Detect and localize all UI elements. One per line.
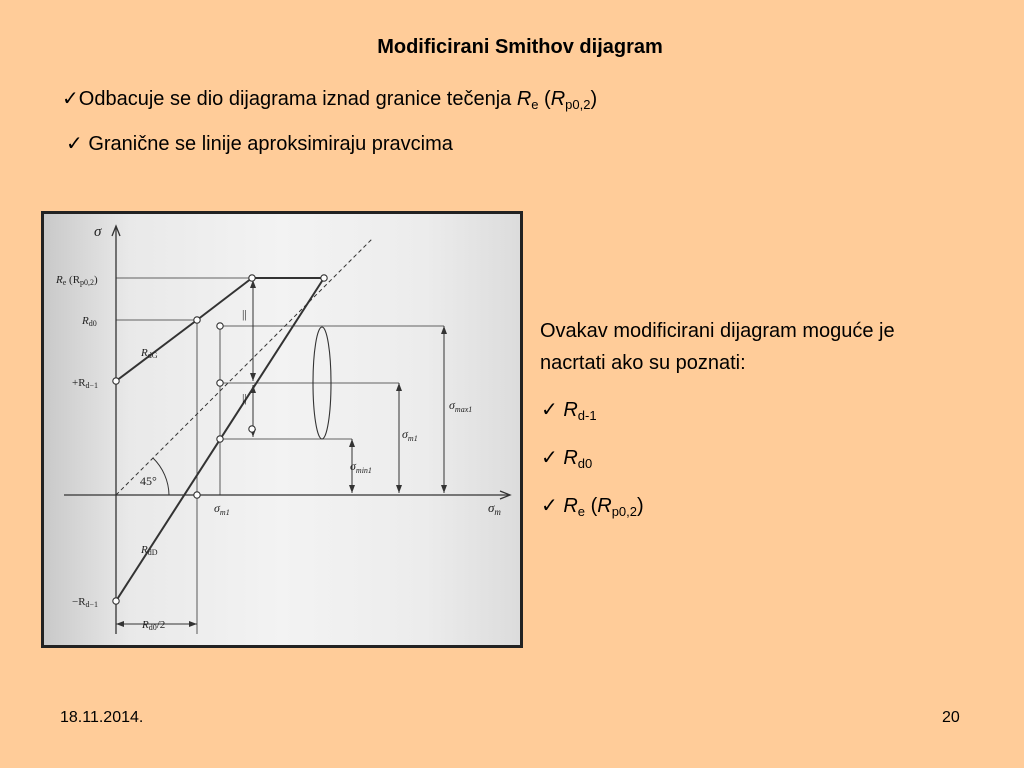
re-symbol: R — [516, 88, 532, 110]
check-icon: ✓ — [541, 399, 558, 421]
rdd-label: RdD — [141, 544, 158, 557]
sigma-m1-label: $\sigma_{m1}$ — [214, 501, 230, 517]
sigma-max1-label: $\sigma_{max1}$ — [449, 398, 473, 414]
minus-rd1-point — [113, 598, 119, 604]
sigma-m1-right-label: $\sigma_{m1}$ — [402, 427, 418, 443]
rdg-label: RdG — [141, 347, 158, 360]
re-subscript: e — [531, 97, 539, 112]
lower-equal-mark: || — [242, 391, 247, 405]
right-text-line-2: nacrtati ako su poznati: — [540, 352, 746, 374]
r-symbol: R — [563, 447, 578, 469]
r-symbol: R — [563, 495, 578, 517]
rd0-label: Rd0 — [82, 315, 97, 328]
paren-open: ( — [538, 88, 551, 110]
y-axis-label: σ — [94, 224, 102, 240]
plus-rd1-point — [113, 378, 119, 384]
check-icon: ✓ — [541, 495, 558, 517]
smith-diagram-figure — [41, 211, 523, 648]
plus-rd1-label: +Rd−1 — [72, 377, 99, 390]
min-point — [217, 436, 223, 442]
sigma-m1-point — [194, 492, 200, 498]
r-subscript: e — [577, 504, 586, 519]
check-icon: ✓ — [66, 133, 83, 155]
paren-close: ) — [590, 88, 598, 110]
bullet-text: Granične se linije aproksimiraju pravcima — [82, 133, 453, 155]
requirement-re — [541, 493, 644, 519]
angle-label: 45° — [140, 474, 157, 488]
bullet-discard-yield — [62, 86, 597, 112]
footer-date: 18.11.2014. — [60, 709, 144, 726]
page-number: 20 — [942, 709, 960, 726]
bullet-straight-lines — [66, 131, 453, 156]
re-end-point — [321, 275, 327, 281]
minus-rd1-label: −Rd−1 — [72, 596, 99, 609]
lower-point — [249, 426, 255, 432]
re-label: Re (Rp0,2) — [56, 274, 98, 287]
upper-equal-mark: || — [242, 307, 247, 321]
rp-subscript: p0,2 — [565, 97, 591, 112]
slide-title: Modificirani Smithov dijagram — [377, 36, 663, 58]
paren-close: ) — [637, 495, 644, 517]
requirement-rd0 — [541, 445, 592, 471]
mid-point — [217, 380, 223, 386]
max-point — [217, 323, 223, 329]
rp-subscript: p0,2 — [611, 504, 637, 519]
r-symbol: R — [563, 399, 578, 421]
requirement-rd-1 — [541, 397, 597, 423]
paren-open: ( — [585, 495, 598, 517]
rp-symbol: R — [550, 88, 566, 110]
x-axis-label: $\sigma_m$ — [488, 500, 501, 517]
check-icon: ✓ — [62, 88, 79, 110]
r-subscript: d0 — [577, 456, 593, 471]
r-subscript: d-1 — [577, 408, 597, 423]
diagonal-45-line — [116, 239, 372, 495]
check-icon: ✓ — [541, 447, 558, 469]
bullet-text: Odbacuje se dio dijagrama iznad granice tečenja — [78, 88, 517, 110]
rd0-point — [194, 317, 200, 323]
right-text-line-1: Ovakav modificirani dijagram moguće je — [540, 320, 895, 342]
rp-symbol: R — [597, 495, 612, 517]
sigma-min1-label: $\sigma_{min1}$ — [350, 459, 372, 475]
re-point — [249, 275, 255, 281]
smith-diagram — [44, 214, 520, 645]
rd0-half-label: Rd0/2 — [142, 619, 166, 632]
